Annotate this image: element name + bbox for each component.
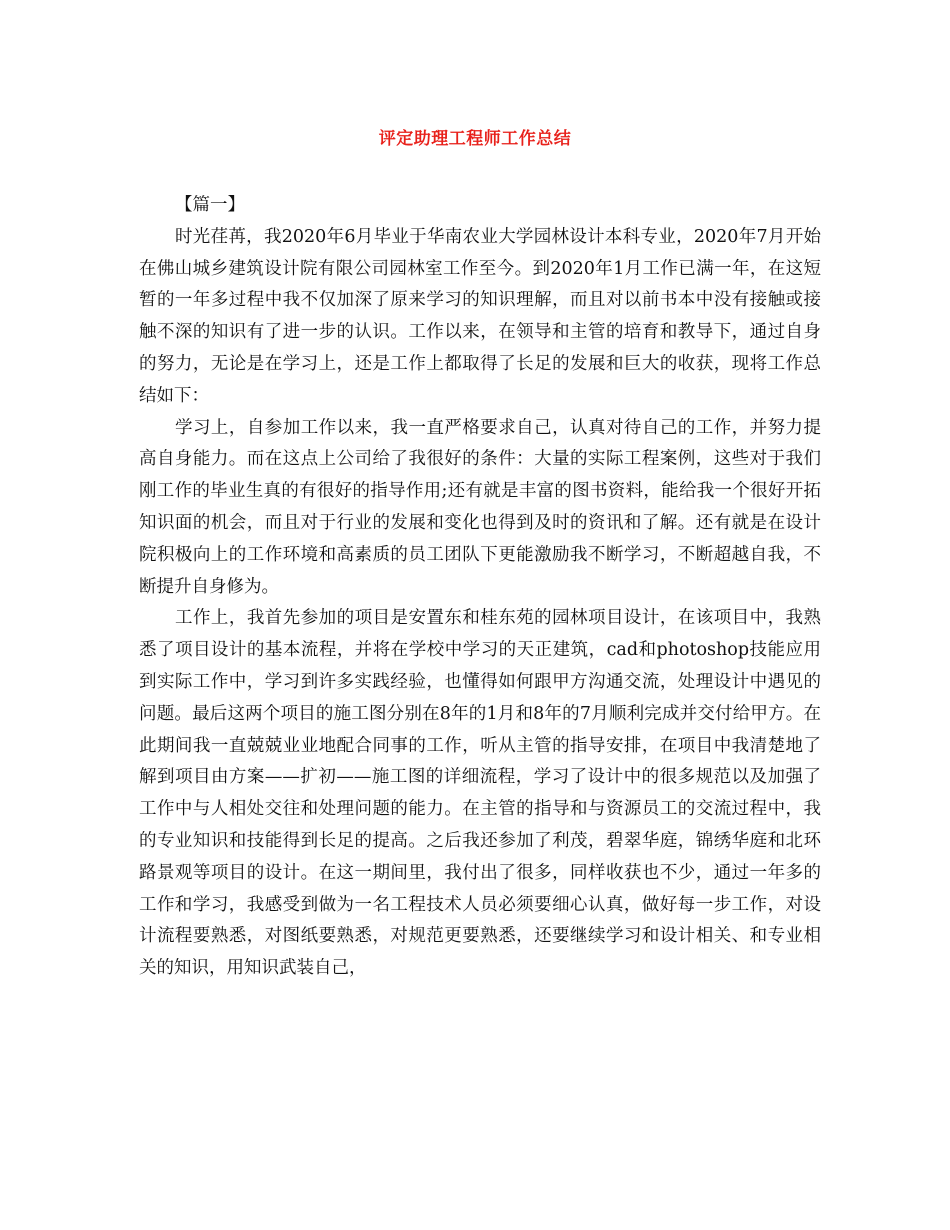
section-heading: 【篇一】 (175, 195, 245, 215)
paragraph-intro: 时光荏苒，我2020年6月毕业于华南农业大学园林设计本科专业，2020年7月开始在佛山城乡建筑设计院有限公司园林室工作至今。到2020年1月工作已满一年，在这短暂的一年多过程中我不仅加深了原来学习的知识理解，而且对以前书本中没有接触或接触不深的知识有了进一步的认识。工作以来，在领导和主管的培育和教导下，通过自身的努力，无论是在学习上，还是工作上都取得了长足的发展和巨大的收获，现将工作总结如下： (139, 226, 821, 406)
document-body (139, 190, 821, 985)
paragraph-work: 工作上，我首先参加的项目是安置东和桂东苑的园林项目设计，在该项目中，我熟悉了项目设计的基本流程，并将在学校中学习的天正建筑，cad和photoshop技能应用到实际工作中，学习到许多实践经验，也懂得如何跟甲方沟通交流，处理设计中遇见的问题。最后这两个项目的施工图分别在8年的1月和8年的7月顺利完成并交付给甲方。在此期间我一直兢兢业业地配合同事的工作，听从主管的指导安排，在项目中我清楚地了解到项目由方案——扩初——施工图的详细流程，学习了设计中的很多规范以及加强了工作中与人相处交往和处理问题的能力。在主管的指导和与资源员工的交流过程中，我的专业知识和技能得到长足的提高。之后我还参加了利茂，碧翠华庭，锦绣华庭和北环路景观等项目的设计。在这一期间里，我付出了很多，同样收获也不少，通过一年多的工作和学习，我感受到做为一名工程技术人员必须要细心认真，做好每一步工作，对设计流程要熟悉，对图纸要熟悉，对规范更要熟悉，还要继续学习和设计相关、和专业相关的知识，用知识武装自己， (139, 608, 821, 979)
document-title: 评定助理工程师工作总结 (378, 129, 572, 149)
paragraph-study: 学习上，自参加工作以来，我一直严格要求自己，认真对待自己的工作，并努力提高自身能力。而在这点上公司给了我很好的条件：大量的实际工程案例，这些对于我们刚工作的毕业生真的有很好的指导作用;还有就是丰富的图书资料，能给我一个很好开拓知识面的机会，而且对于行业的发展和变化也得到及时的资讯和了解。还有就是在设计院积极向上的工作环境和高素质的员工团队下更能激励我不断学习，不断超越自我，不断提升自身修为。 (139, 417, 821, 597)
